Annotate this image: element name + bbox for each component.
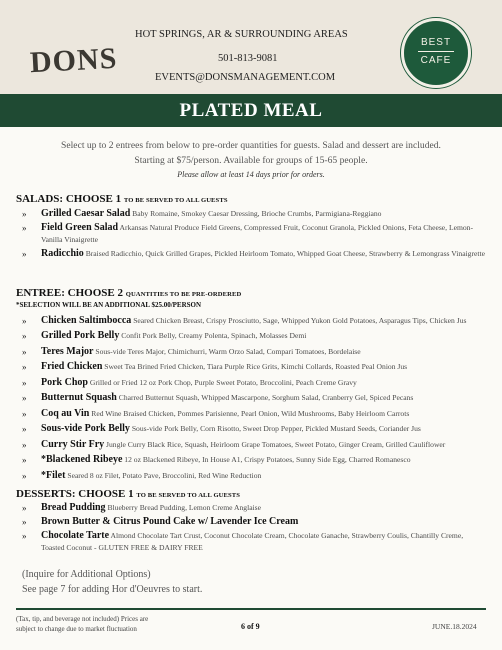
item-name: Chocolate Tarte [41, 530, 110, 541]
bullet-icon: » [22, 362, 27, 372]
item-desc: Braised Radicchio, Quick Grilled Grapes, Pickled Heirloom Tomato, Whipped Goat Cheese, Strawberry & Lemongrass Vinaigrette [85, 249, 485, 258]
salads-heading [16, 193, 228, 205]
desserts-heading [16, 488, 240, 500]
item-desc: Sweet Tea Brined Fried Chicken, Tiara Purple Rice Grits, Kimchi Collards, Roasted Peal Onion Jus [104, 362, 408, 371]
entree-heading [16, 287, 241, 299]
item-name: Teres Major [41, 346, 94, 357]
entree-item [22, 361, 486, 373]
item-desc: Sous-vide Pork Belly, Corn Risotto, Sweet Drop Pepper, Pickled Mustard Seeds, Coriander Jus [131, 424, 421, 433]
item-name: Curry Stir Fry [41, 439, 105, 450]
bullet-icon: » [22, 347, 27, 357]
badge-top-text: BEST [420, 37, 452, 48]
item-name: Fried Chicken [41, 361, 103, 372]
item-desc: Grilled or Fried 12 oz Pork Chop, Purple Sweet Potato, Broccolini, Peach Creme Gravy [89, 378, 357, 387]
bullet-icon: » [22, 517, 27, 527]
bullet-icon: » [22, 455, 27, 465]
page-number: 6 of 9 [241, 622, 260, 631]
desserts-heading-note: TO BE SERVED TO ALL GUESTS [136, 492, 241, 499]
item-name: *Filet [41, 470, 66, 481]
item-desc: Red Wine Braised Chicken, Pommes Parisienne, Pearl Onion, Wild Mushrooms, Baby Heirloom Carrots [91, 409, 410, 418]
item-desc: Confit Pork Belly, Creamy Polenta, Spinach, Molasses Demi [121, 331, 307, 340]
bullet-icon: » [22, 424, 27, 434]
item-name: Bread Pudding [41, 502, 106, 513]
entree-item [22, 454, 486, 466]
intro [0, 139, 502, 183]
dessert-item [22, 516, 486, 528]
badge-divider [418, 51, 454, 52]
footer-disclaimer [16, 614, 148, 634]
bullet-icon: » [22, 440, 27, 450]
bullet-icon: » [22, 249, 27, 259]
phone-number: 501-813-9081 [218, 53, 278, 64]
item-name: Grilled Pork Belly [41, 330, 120, 341]
item-name: *Blackened Ribeye [41, 454, 123, 465]
intro-note: Please allow at least 14 days prior for orders. [177, 170, 325, 179]
item-name: Coq au Vin [41, 408, 90, 419]
bullet-icon: » [22, 471, 27, 481]
item-name: Chicken Saltimbocca [41, 315, 132, 326]
entree-item [22, 423, 486, 435]
entree-heading-main: ENTREE: CHOOSE 2 [16, 287, 123, 299]
entree-item [22, 346, 486, 358]
disclaimer-line-1: (Tax, tip, and beverage not included) Prices are [16, 615, 149, 623]
item-desc: Sous-vide Teres Major, Chimichurri, Warm Orzo Salad, Compari Tomatoes, Bordelaise [95, 347, 361, 356]
page-reference-note: See page 7 for adding Hor d'Oeuvres to start. [22, 584, 203, 595]
bullet-icon: » [22, 378, 27, 388]
email-address: EVENTS@DONSMANAGEMENT.COM [155, 72, 336, 83]
item-desc: Seared Chicken Breast, Crispy Prosciutto, Sage, Whipped Yukon Gold Potatoes, Asparagus Tips, Chicken Jus [133, 316, 467, 325]
entree-item [22, 439, 486, 451]
disclaimer-line-2: subject to change due to market fluctuation [16, 625, 137, 633]
item-name: Field Green Salad [41, 222, 119, 233]
page-title: PLATED MEAL [179, 100, 323, 121]
desserts-heading-main: DESSERTS: CHOOSE 1 [16, 488, 134, 500]
title-banner [0, 94, 502, 127]
item-desc: Blueberry Bread Pudding, Lemon Creme Anglaise [107, 503, 261, 512]
entree-item [22, 330, 486, 342]
entree-item [22, 408, 486, 420]
header [0, 0, 502, 94]
item-name: Butternut Squash [41, 392, 117, 403]
item-desc: Baby Romaine, Smokey Caesar Dressing, Brioche Crumbs, Parmigiana-Reggiano [132, 209, 382, 218]
salad-item [22, 222, 486, 246]
bullet-icon: » [22, 209, 27, 219]
item-desc: Charred Butternut Squash, Whipped Mascarpone, Sorghum Salad, Cranberry Gel, Spiced Pecans [118, 393, 414, 402]
bullet-icon: » [22, 409, 27, 419]
badge-bottom-text: CAFE [420, 55, 452, 66]
footer-divider [16, 608, 486, 610]
item-name: Pork Chop [41, 377, 88, 388]
item-name: Grilled Caesar Salad [41, 208, 131, 219]
bullet-icon: » [22, 223, 27, 233]
entree-item [22, 470, 486, 482]
bullet-icon: » [22, 503, 27, 513]
salads-heading-note: TO BE SERVED TO ALL GUESTS [123, 197, 228, 204]
bullet-icon: » [22, 531, 27, 541]
bullet-icon: » [22, 331, 27, 341]
dessert-item [22, 530, 486, 554]
best-cafe-badge [401, 18, 471, 88]
entree-heading-note: QUANTITIES TO BE PRE-ORDERED [125, 291, 242, 298]
location-text: HOT SPRINGS, AR & SURROUNDING AREAS [135, 29, 348, 40]
bullet-icon: » [22, 393, 27, 403]
footer-date: JUNE.18.2024 [432, 622, 477, 631]
dessert-item [22, 502, 486, 514]
item-desc: Arkansas Natural Produce Field Greens, Compressed Fruit, Coconut Granola, Pickled Onions, Feta Cheese, Lemon-Vanilla Vinaigrette [41, 223, 473, 244]
inquire-note: (Inquire for Additional Options) [22, 569, 151, 580]
item-desc: Seared 8 oz Filet, Potato Pave, Broccolini, Red Wine Reduction [67, 471, 262, 480]
entree-item [22, 377, 486, 389]
bullet-icon: » [22, 316, 27, 326]
item-desc: 12 oz Blackened Ribeye, In House A1, Crispy Potatoes, Sunny Side Egg, Charred Romanesco [124, 455, 411, 464]
item-name: Sous-vide Pork Belly [41, 423, 130, 434]
item-desc: Almond Chocolate Tart Crust, Coconut Chocolate Cream, Chocolate Ganache, Strawberry Coulis, Chantilly Creme, Toasted Coconut - GLUTEN FREE & DAIRY FREE [41, 531, 464, 552]
entree-subnote: *SELECTION WILL BE AN ADDITIONAL $25.00/PERSON [16, 301, 202, 309]
intro-line-2: Starting at $75/person. Available for groups of 15-65 people. [134, 154, 368, 166]
item-name: Brown Butter & Citrus Pound Cake w/ Lavender Ice Cream [41, 516, 299, 527]
entree-item [22, 392, 486, 404]
salad-item [22, 248, 486, 260]
item-desc: Jungle Curry Black Rice, Squash, Heirloom Grape Tomatoes, Sweet Potato, Ginger Cream, Grilled Cauliflower [106, 440, 446, 449]
salads-heading-main: SALADS: CHOOSE 1 [16, 193, 122, 205]
dons-logo: DONS [29, 41, 119, 80]
intro-line-1: Select up to 2 entrees from below to pre-order quantities for guests. Salad and dessert are included. [61, 140, 441, 151]
salad-item [22, 208, 486, 220]
item-name: Radicchio [41, 248, 84, 259]
entree-item [22, 315, 486, 327]
